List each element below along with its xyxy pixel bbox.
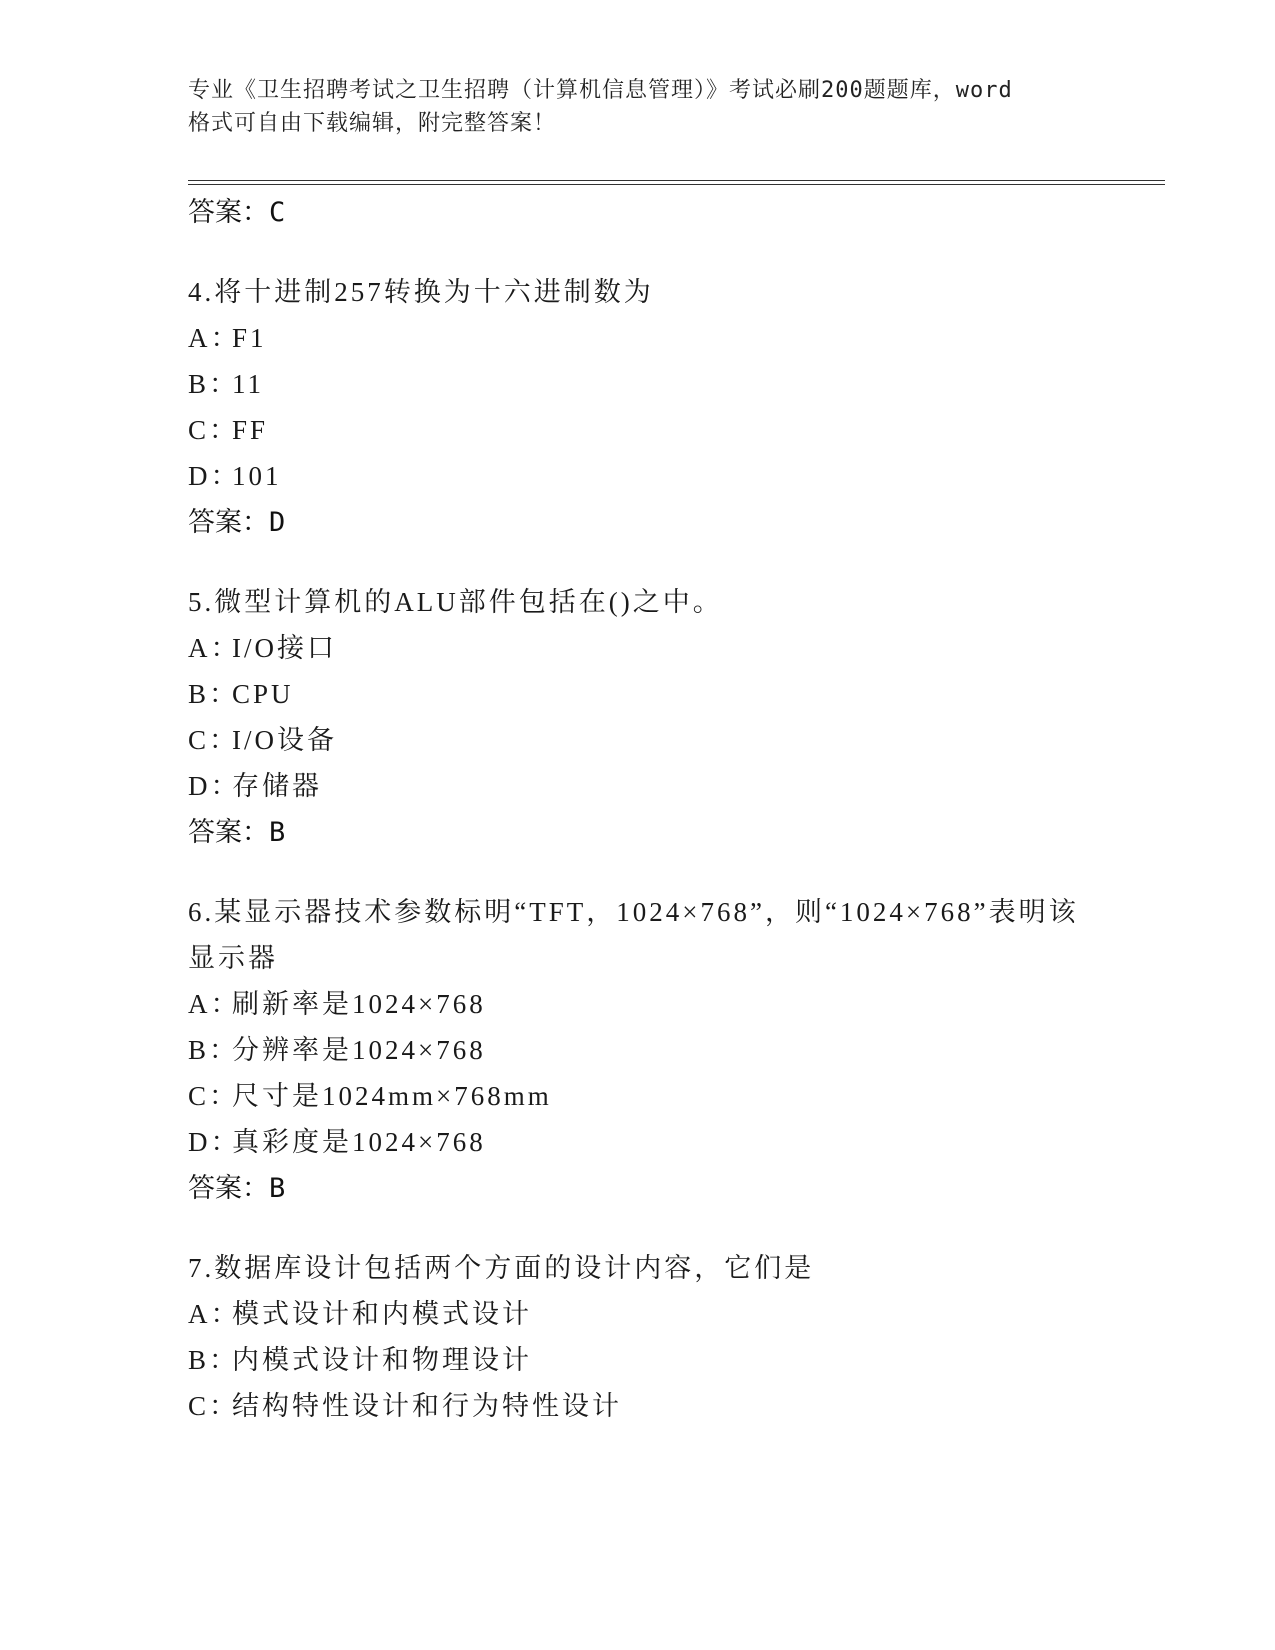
option-text: I/O设备 [232,725,337,755]
option-text: 101 [232,461,282,491]
question-block [188,269,1165,547]
answer-option [188,453,1165,499]
option-key: D： [188,771,241,801]
questions-container [188,269,1165,1429]
answer-option [188,1119,1165,1165]
option-text: 刷新率是1024×768 [232,989,486,1019]
header-line-2: 格式可自由下载编辑，附完整答案！ [188,111,557,136]
answer-option [188,1337,1165,1383]
option-key: D： [188,1127,241,1157]
option-key: C： [188,415,240,445]
question-stem: 6.某显示器技术参数标明“TFT，1024×768”，则“1024×768”表明该显示器 [188,897,1079,973]
option-text: 内模式设计和物理设计 [232,1345,532,1375]
question-list [188,189,1165,1429]
answer-option [188,315,1165,361]
option-text: F1 [232,323,267,353]
option-text: 真彩度是1024×768 [232,1127,486,1157]
option-key: C： [188,725,240,755]
option-key: A： [188,633,241,663]
answer-option [188,671,1165,717]
option-key: C： [188,1081,240,1111]
option-key: C： [188,1391,240,1421]
answer-line: 答案：D [188,507,286,538]
option-key: A： [188,989,241,1019]
answer-option [188,625,1165,671]
header-divider-top [188,180,1165,181]
option-key: A： [188,1299,241,1329]
option-key: B： [188,679,240,709]
option-text: 分辨率是1024×768 [232,1035,486,1065]
answer-option [188,717,1165,763]
option-text: 尺寸是1024mm×768mm [232,1081,552,1111]
answer-option [188,1291,1165,1337]
option-key: A： [188,323,241,353]
document-header [188,74,1088,140]
option-key: B： [188,369,240,399]
answer-option [188,1073,1165,1119]
question-stem: 4.将十进制257转换为十六进制数为 [188,277,654,307]
answer-option [188,1027,1165,1073]
answer-option [188,361,1165,407]
option-key: B： [188,1345,240,1375]
option-key: B： [188,1035,240,1065]
option-text: FF [232,415,269,445]
answer-line: 答案：B [188,817,286,848]
answer-option [188,981,1165,1027]
answer-line: 答案：C [188,197,286,228]
header-line-1: 专业《卫生招聘考试之卫生招聘（计算机信息管理）》考试必刷200题题库，word [188,78,1013,103]
question-block [188,579,1165,857]
question-block [188,889,1165,1213]
option-text: 11 [232,369,264,399]
option-text: I/O接口 [232,633,337,663]
answer-line: 答案：B [188,1173,286,1204]
option-text: 模式设计和内模式设计 [232,1299,532,1329]
answer-option [188,1383,1165,1429]
option-text: 结构特性设计和行为特性设计 [232,1391,622,1421]
answer-option [188,407,1165,453]
answer-option [188,763,1165,809]
option-text: CPU [232,679,294,709]
question-stem: 5.微型计算机的ALU部件包括在()之中。 [188,587,723,617]
header-divider-bottom [188,184,1165,185]
question-stem: 7.数据库设计包括两个方面的设计内容，它们是 [188,1253,815,1283]
option-key: D： [188,461,241,491]
question-block [188,1245,1165,1429]
option-text: 存储器 [232,771,322,801]
